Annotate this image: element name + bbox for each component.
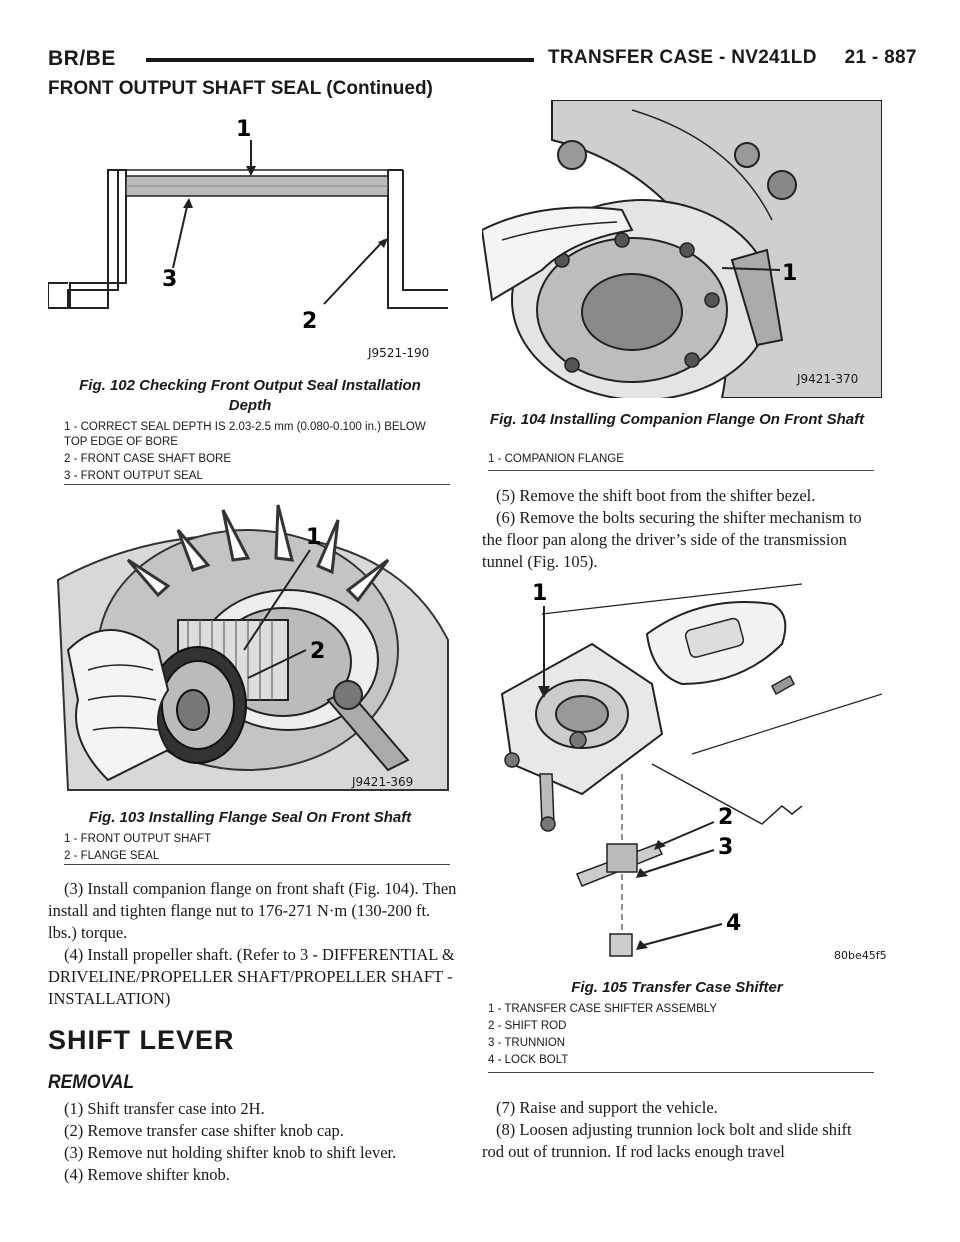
left-body-text <box>48 878 458 1010</box>
fig104-id: J9421-370 <box>797 372 859 386</box>
fig104-rule <box>488 470 874 471</box>
fig103-legend-1: 1 - FRONT OUTPUT SHAFT <box>64 833 212 845</box>
fig105-caption: Fig. 105 Transfer Case Shifter <box>571 979 783 996</box>
header-right: TRANSFER CASE - NV241LD 21 - 887 <box>548 47 917 68</box>
fig103-legend <box>64 832 450 866</box>
removal-step-1: (1) Shift transfer case into 2H. <box>64 1099 265 1118</box>
right-body-text-a <box>482 485 876 573</box>
fig105-legend-4: 4 - LOCK BOLT <box>488 1054 569 1066</box>
removal-step-2: (2) Remove transfer case shifter knob cap. <box>64 1121 344 1140</box>
fig104-legend-1: 1 - COMPANION FLANGE <box>488 453 624 465</box>
fig102-legend-3: 3 - FRONT OUTPUT SEAL <box>64 470 203 482</box>
fig102-legend-1: 1 - CORRECT SEAL DEPTH IS 2.03-2.5 mm (0.080-0.100 in.) BELOW TOP EDGE OF BORE <box>64 421 426 448</box>
fig105-legend-2: 2 - SHIFT ROD <box>488 1020 567 1032</box>
fig102-rule <box>64 484 450 485</box>
removal-step-3: (3) Remove nut holding shifter knob to shift lever. <box>64 1143 397 1162</box>
fig102-callout-1: 1 <box>236 117 252 142</box>
fig105-illustration <box>482 574 882 974</box>
header-rule <box>146 58 534 62</box>
fig105-legend <box>488 1002 874 1070</box>
fig102-caption: Fig. 102 Checking Front Output Seal Installation Depth <box>79 377 421 414</box>
fig103-rule <box>64 864 450 865</box>
fig105-callout-2: 2 <box>718 805 734 830</box>
fig105-legend-3: 3 - TRUNNION <box>488 1037 566 1049</box>
left-paragraph-4: (4) Install propeller shaft. (Refer to 3 - DIFFERENTIAL & DRIVELINE/PROPELLER SHAFT/PROPELLER SHAFT - INSTALLATION) <box>48 945 455 1008</box>
fig103-legend-2: 2 - FLANGE SEAL <box>64 850 160 862</box>
right-paragraph-8: (8) Loosen adjusting trunnion lock bolt and slide shift rod out of trunnion. If rod lacks enough travel <box>482 1120 852 1161</box>
header-left: BR/BE <box>48 47 116 70</box>
removal-steps <box>48 1098 458 1186</box>
fig105-id: 80be45f5 <box>834 949 887 962</box>
fig104-legend <box>488 452 874 469</box>
section-title: FRONT OUTPUT SHAFT SEAL (Continued) <box>48 78 433 99</box>
fig105-legend-1: 1 - TRANSFER CASE SHIFTER ASSEMBLY <box>488 1003 717 1015</box>
removal-heading: REMOVAL <box>48 1072 135 1093</box>
fig104-caption: Fig. 104 Installing Companion Flange On Front Shaft <box>489 411 865 428</box>
fig102-illustration <box>48 108 448 376</box>
fig102-id: J9521-190 <box>368 346 430 360</box>
fig104-callout-1: 1 <box>782 261 798 286</box>
fig105-rule <box>488 1072 874 1073</box>
fig103-callout-2: 2 <box>310 639 326 664</box>
shift-lever-heading: SHIFT LEVER <box>48 1025 235 1055</box>
fig102-legend <box>64 420 450 486</box>
fig105-callout-4: 4 <box>726 911 742 936</box>
fig103-illustration <box>48 500 458 800</box>
fig102-callout-3: 3 <box>162 267 178 292</box>
fig103-callout-1: 1 <box>306 525 322 550</box>
fig103-id: J9421-369 <box>352 775 414 789</box>
right-body-text-b <box>482 1097 876 1163</box>
right-paragraph-7: (7) Raise and support the vehicle. <box>496 1098 718 1117</box>
left-paragraph-3: (3) Install companion flange on front shaft (Fig. 104). Then install and tighten flange nut to 176-271 N·m (130-200 ft. lbs.) torque. <box>48 879 457 942</box>
fig103-caption: Fig. 103 Installing Flange Seal On Front Shaft <box>88 809 412 826</box>
right-paragraph-6: (6) Remove the bolts securing the shifter mechanism to the floor pan along the driver’s side of the transmission tunnel (Fig. 105). <box>482 508 862 571</box>
right-paragraph-5: (5) Remove the shift boot from the shifter bezel. <box>496 486 816 505</box>
fig104-illustration <box>482 100 882 398</box>
removal-step-4: (4) Remove shifter knob. <box>64 1165 230 1184</box>
fig102-legend-2: 2 - FRONT CASE SHAFT BORE <box>64 453 231 465</box>
fig105-callout-1: 1 <box>532 581 548 606</box>
fig105-callout-3: 3 <box>718 835 734 860</box>
fig102-callout-2: 2 <box>302 309 318 334</box>
